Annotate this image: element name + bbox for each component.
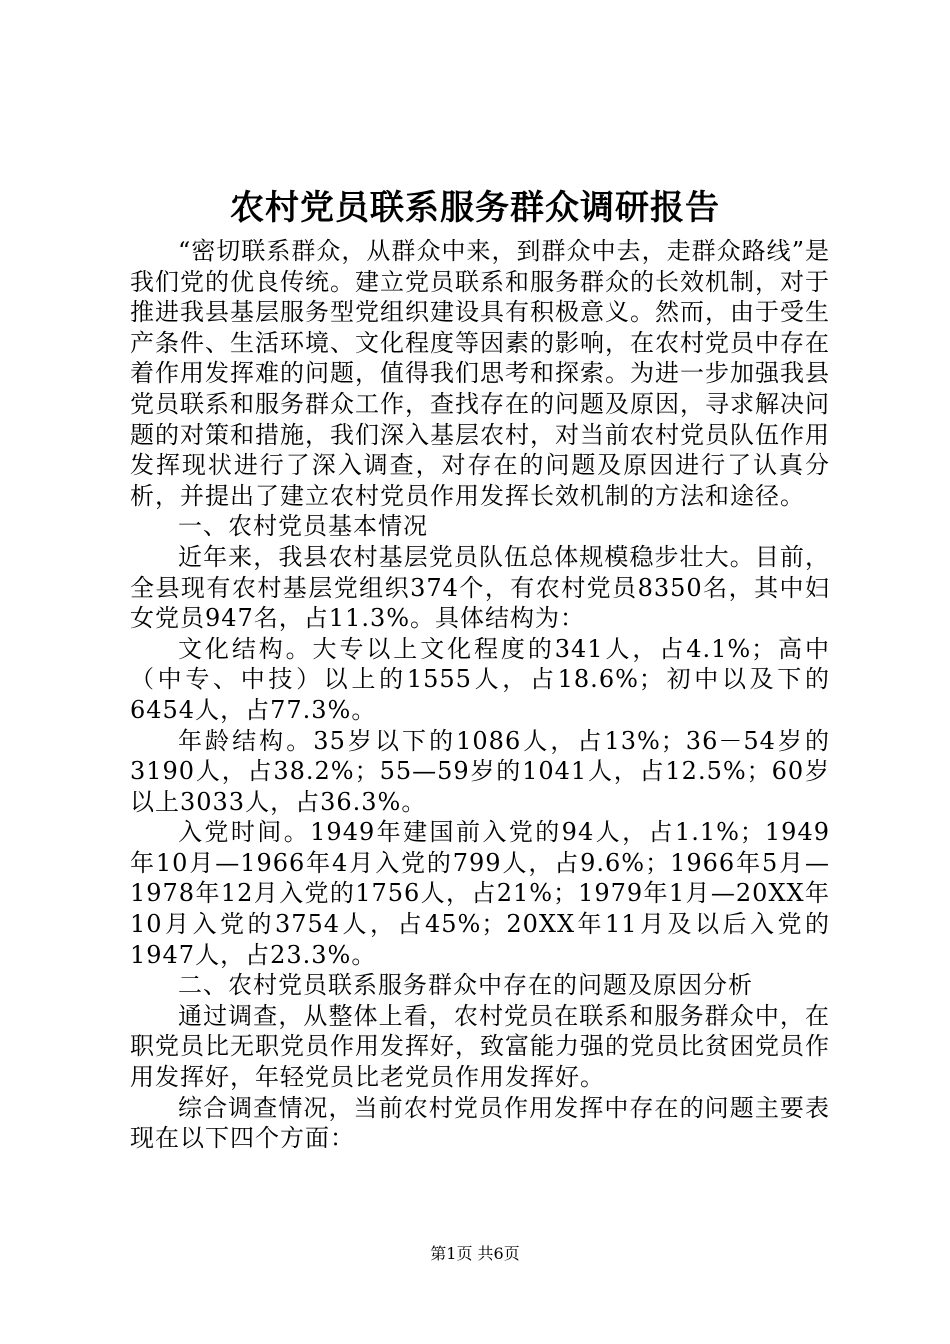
overview-paragraph: 近年来，我县农村基层党员队伍总体规模稳步壮大。目前，全县现有农村基层党组织374个，有农村党员8350名，其中妇女党员947名，占11.3%。具体结构为： [130, 542, 830, 633]
section-heading-basic-situation: 一、农村党员基本情况 [178, 512, 428, 541]
survey-finding-paragraph: 通过调查，从整体上看，农村党员在联系和服务群众中，在职党员比无职党员作用发挥好，致富能力强的党员比贫困党员作用发挥好，年轻党员比老党员作用发挥好。 [130, 1001, 830, 1092]
intro-paragraph: “密切联系群众，从群众中来，到群众中去，走群众路线”是我们党的优良传统。建立党员联系和服务群众的长效机制，对于推进我县基层服务型党组织建设具有积极意义。然而，由于受生产条件、生活环境、文化程度等因素的影响，在农村党员中存在着作用发挥难的问题，值得我们思考和探索。为进一步加强我县党员联系和服务群众工作，查找存在的问题及原因，寻求解决问题的对策和措施，我们深入基层农村，对当前农村党员队伍作用发挥现状进行了深入调查，对存在的问题及原因进行了认真分析，并提出了建立农村党员作用发挥长效机制的方法和途径。 [130, 237, 830, 510]
page-footer: 第1页 共6页 [430, 1244, 520, 1263]
document-body [130, 236, 830, 1154]
age-structure-paragraph: 年龄结构。35岁以下的1086人，占13%；36－54岁的3190人，占38.2%；55—59岁的1041人，占12.5%；60岁以上3033人，占36.3%。 [130, 726, 830, 816]
document-title: 农村党员联系服务群众调研报告 [230, 188, 720, 228]
join-time-paragraph: 入党时间。1949年建国前入党的94人，占1.1%；1949年10月—1966年4月入党的799人，占9.6%；1966年5月—1978年12月入党的1756人，占21%；1979年1月—20XX年10月入党的3754人，占45%；20XX年11月及以后入党的1947人，占23.3%。 [130, 818, 830, 969]
education-structure-paragraph: 文化结构。大专以上文化程度的341人，占4.1%；高中（中专、中技）以上的1555人，占18.6%；初中以及下的6454人，占77.3%。 [130, 634, 830, 724]
summary-paragraph: 综合调查情况，当前农村党员作用发挥中存在的问题主要表现在以下四个方面： [130, 1093, 830, 1153]
section-heading-problems: 二、农村党员联系服务群众中存在的问题及原因分析 [178, 971, 753, 1000]
